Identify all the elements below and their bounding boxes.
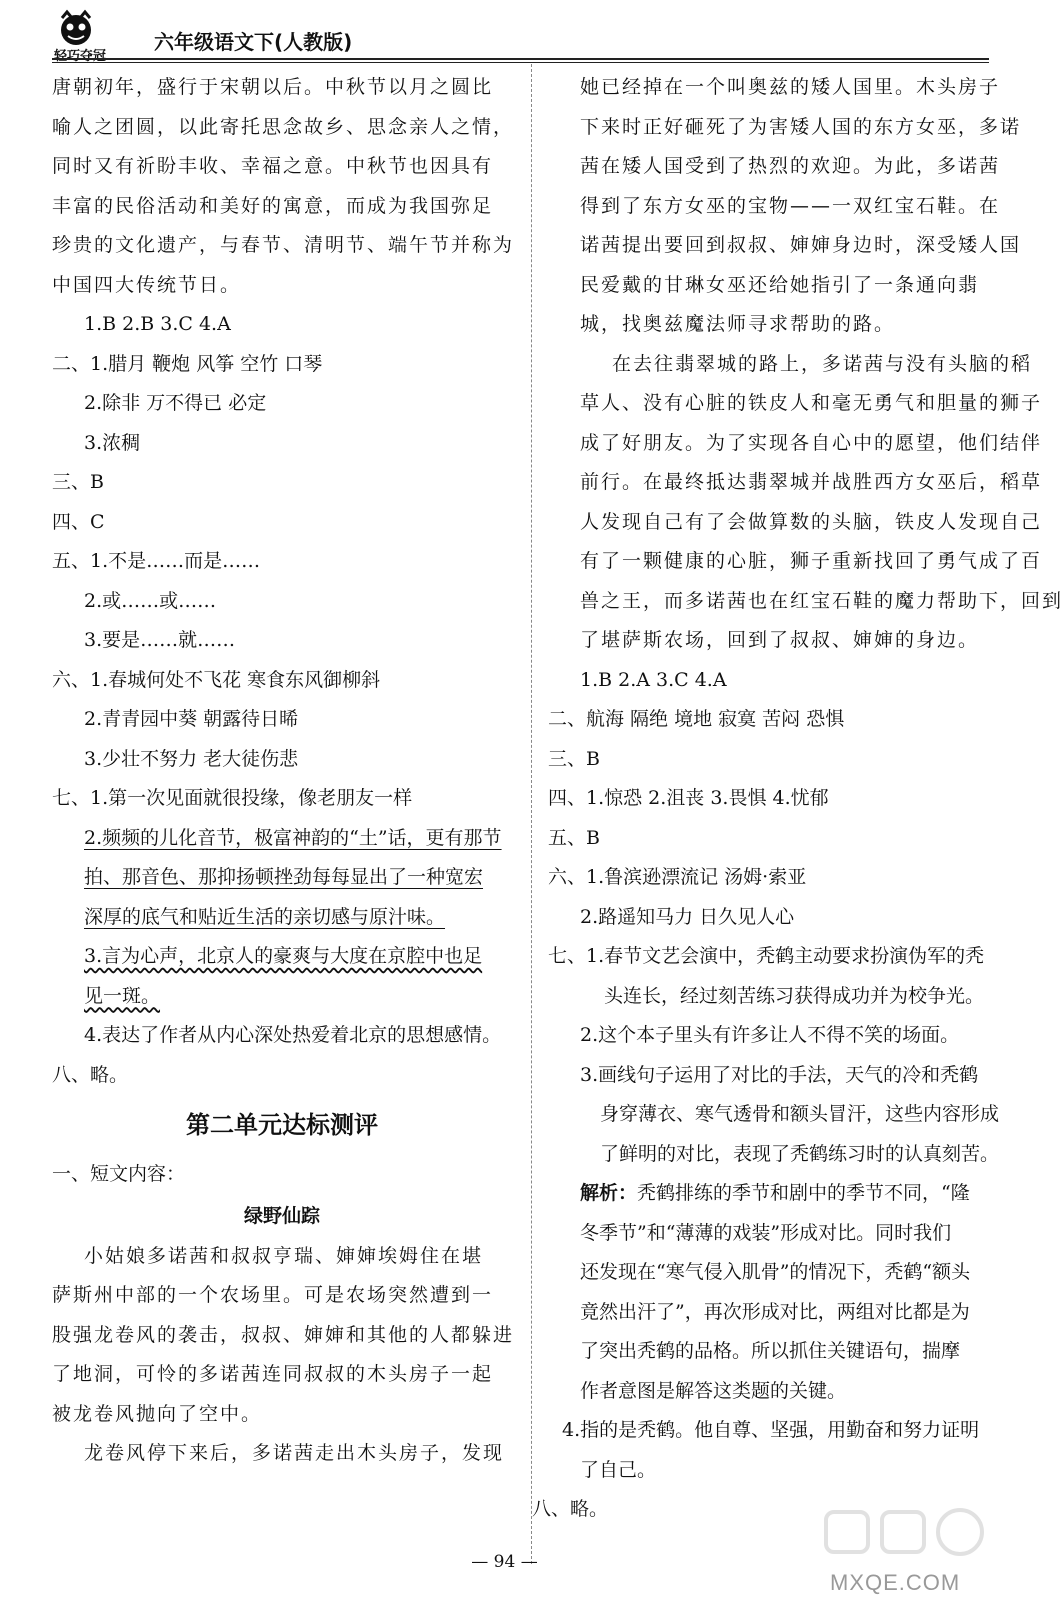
- answer-line: 七、1.第一次见面就很投缘，像老朋友一样: [52, 787, 413, 809]
- answer-line: 见一斑。: [84, 984, 161, 1007]
- answer-line: 头连长，经过刻苦练习获得成功并为校争光。: [604, 984, 985, 1007]
- analysis-line: 还发现在“寒气侵入肌骨”的情况下，秃鹤“额头: [580, 1261, 971, 1283]
- answer-line: 4.指的是秃鹤。他自尊、坚强，用勤奋和努力证明: [562, 1419, 980, 1441]
- answer-line: 了自己。: [580, 1458, 657, 1481]
- answer-line: 六、1.春城何处不飞花 寒食东风御柳斜: [52, 668, 381, 691]
- story-line: 草人、没有心脏的铁皮人和毫无勇气和胆量的狮子: [580, 392, 1043, 414]
- brand-logo-icon: [52, 10, 138, 64]
- svg-text:轻巧夺冠: 轻巧夺冠: [54, 49, 107, 64]
- story-line: 了地洞，可怜的多诺茜连同叔叔的木头房子一起: [52, 1363, 494, 1385]
- answer-line: 1.B 2.B 3.C 4.A: [84, 313, 231, 335]
- story-line: 兽之王，而多诺茜也在红宝石鞋的魔力帮助下，回到: [580, 589, 1063, 612]
- story-line: 茜在矮人国受到了热烈的欢迎。为此，多诺茜: [580, 155, 1001, 177]
- intro-label: 一、短文内容：: [52, 1163, 186, 1185]
- header-rule: [52, 58, 989, 60]
- story-line: 得到了东方女巫的宝物——一双红宝石鞋。在: [580, 194, 1001, 217]
- story-line: 在去往翡翠城的路上，多诺茜与没有头脑的稻: [612, 352, 1033, 375]
- answer-line: 2.这个本子里头有许多让人不得不笑的场面。: [580, 1024, 960, 1046]
- answer-line: 2.青青园中葵 朝露待日晞: [84, 708, 299, 730]
- story-line: 被龙卷风抛向了空中。: [52, 1402, 263, 1425]
- left-column: [52, 68, 515, 1474]
- story-line: 股强龙卷风的袭击，叔叔、婶婶和其他的人都躲进: [52, 1323, 515, 1346]
- text-line: 唐朝初年，盛行于宋朝以后。中秋节以月之圆比: [52, 76, 494, 98]
- answer-line: 五、1.不是……而是……: [52, 550, 261, 572]
- answer-line: 了鲜明的对比，表现了秃鹤练习时的认真刻苦。: [600, 1142, 1000, 1165]
- answer-line: 七、1.春节文艺会演中，秃鹤主动要求扮演伪军的秃: [548, 945, 985, 967]
- story-line: 人发现自己有了会做算数的头脑，铁皮人发现自己: [580, 510, 1043, 533]
- answer-line: 1.B 2.A 3.C 4.A: [580, 668, 727, 691]
- answer-line: 四、C: [52, 510, 105, 533]
- header-rule-thin: [52, 62, 989, 63]
- book-title: 六年级语文下(人教版): [154, 30, 353, 54]
- answer-line: 身穿薄衣、寒气透骨和额头冒汗，这些内容形成: [600, 1103, 1000, 1125]
- analysis-line: 了突出秃鹤的品格。所以抓住关键语句，揣摩: [580, 1340, 961, 1362]
- story-line: 小姑娘多诺茜和叔叔亨瑞、婶婶埃姆住在堪: [84, 1244, 484, 1267]
- story-line: 诺茜提出要回到叔叔、婶婶身边时，深受矮人国: [580, 234, 1022, 256]
- answer-line: 深厚的底气和贴近生活的亲切感与原汁味。: [84, 905, 446, 928]
- analysis-line: 冬季节”和“薄薄的戏装”形成对比。同时我们: [580, 1221, 952, 1244]
- answer-line: 三、B: [52, 471, 104, 493]
- answer-line: 二、航海 隔绝 境地 寂寞 苦闷 恐惧: [548, 708, 845, 730]
- right-column: [532, 68, 1063, 1530]
- story-line: 她已经掉在一个叫奥兹的矮人国里。木头房子: [580, 76, 1001, 98]
- answer-line: 3.画线句子运用了对比的手法，天气的冷和秃鹤: [580, 1063, 979, 1086]
- answer-line: 2.除非 万不得已 必定: [84, 392, 267, 414]
- story-line: 了堪萨斯农场，回到了叔叔、婶婶的身边。: [580, 629, 980, 651]
- answer-line: 3.少壮不努力 老大徒伤悲: [84, 747, 299, 770]
- answer-line: 2.频频的儿化音节，极富神韵的“土”话，更有那节: [84, 826, 502, 849]
- story-line: 民爱戴的甘琳女巫还给她指引了一条通向翡: [580, 273, 980, 296]
- section-title: 第二单元达标测评: [186, 1111, 378, 1139]
- answer-line: 三、B: [548, 747, 600, 770]
- answer-line: 4.表达了作者从内心深处热爱着北京的思想感情。: [84, 1024, 502, 1046]
- watermark-text: MXQE.COM: [830, 1570, 961, 1595]
- answer-line: 3.浓稠: [84, 431, 141, 454]
- story-line: 前行。在最终抵达翡翠城并战胜西方女巫后，稻草: [580, 471, 1043, 493]
- answer-line: 3.言为心声，北京人的豪爽与大度在京腔中也足: [84, 945, 483, 967]
- answer-line: 2.或……或……: [84, 589, 217, 612]
- story-line: 有了一颗健康的心脏，狮子重新找回了勇气成了百: [580, 550, 1043, 572]
- answer-line: 六、1.鲁滨逊漂流记 汤姆·索亚: [548, 866, 807, 888]
- answer-line: 四、1.惊恐 2.沮丧 3.畏惧 4.忧郁: [548, 787, 829, 809]
- page-header: [0, 0, 1009, 70]
- analysis-line: 作者意图是解答这类题的关键。: [580, 1379, 847, 1402]
- answer-line: 八、略。: [52, 1063, 129, 1086]
- answer-line: 五、B: [548, 826, 600, 849]
- answer-line: 拍、那音色、那抑扬顿挫劲每每显出了一种宽宏: [84, 866, 484, 888]
- text-line: 珍贵的文化遗产，与春节、清明节、端午节并称为: [52, 234, 515, 256]
- answer-line: 3.要是……就……: [84, 629, 236, 651]
- analysis-text: 秃鹤排练的季节和剧中的季节不同，“隆: [637, 1182, 970, 1204]
- page-number: — 94 —: [471, 1552, 538, 1572]
- column-divider: [531, 64, 532, 1564]
- story-line: 龙卷风停下来后，多诺茜走出木头房子，发现: [84, 1442, 505, 1464]
- text-line: 喻人之团圆，以此寄托思念故乡、思念亲人之情，: [52, 115, 515, 138]
- answer-line: 八、略。: [532, 1498, 609, 1520]
- story-line: 城，找奥兹魔法师寻求帮助的路。: [580, 313, 896, 335]
- text-line: 同时又有祈盼丰收、幸福之意。中秋节也因具有: [52, 155, 494, 177]
- story-line: 萨斯州中部的一个农场里。可是农场突然遭到一: [52, 1284, 494, 1306]
- story-line: 成了好朋友。为了实现各自心中的愿望，他们结伴: [580, 431, 1043, 454]
- story-line: 下来时正好砸死了为害矮人国的东方女巫，多诺: [580, 115, 1022, 138]
- text-line: 中国四大传统节日。: [52, 273, 242, 296]
- answer-line: 二、1.腊月 鞭炮 风筝 空竹 口琴: [52, 352, 323, 375]
- analysis-line: 竟然出汗了”，再次形成对比，两组对比都是为: [580, 1300, 970, 1323]
- answer-line: 2.路遥知马力 日久见人心: [580, 905, 795, 928]
- text-line: 丰富的民俗活动和美好的寓意，而成为我国弥足: [52, 194, 494, 217]
- analysis-line: [548, 1174, 1000, 1214]
- story-title: 绿野仙踪: [243, 1204, 320, 1227]
- analysis-label: 解析：: [580, 1182, 638, 1204]
